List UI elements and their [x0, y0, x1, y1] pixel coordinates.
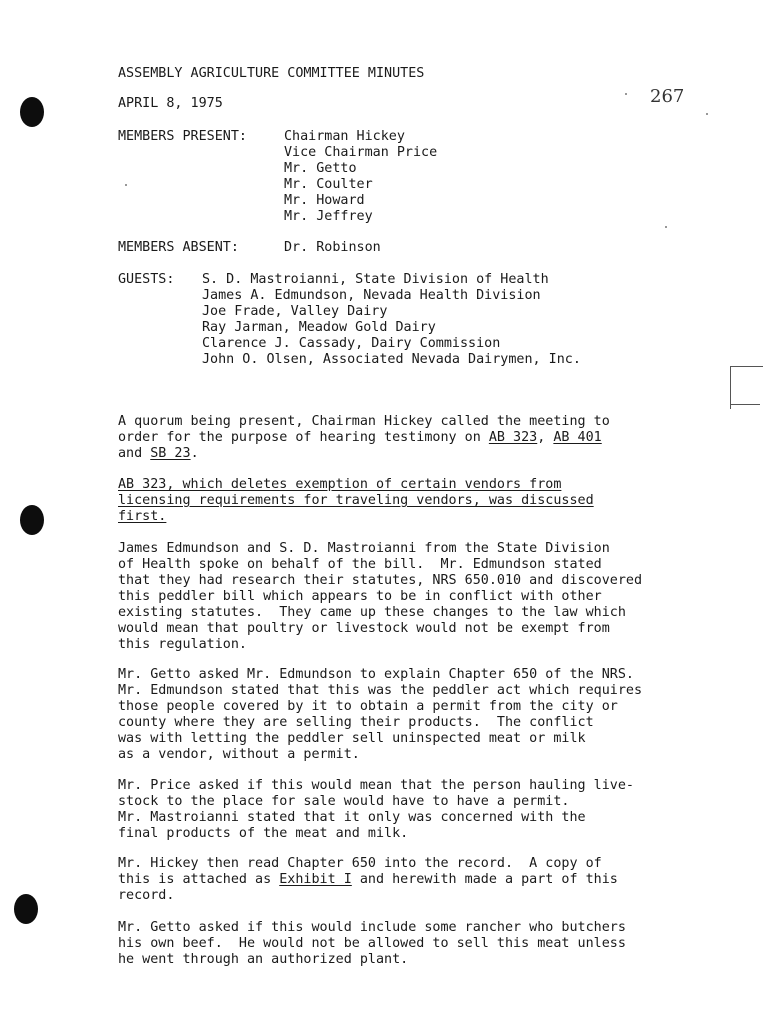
- margin-bracket-mark: [730, 366, 763, 409]
- paragraph-line: was with letting the peddler sell uninspected meat or milk: [118, 731, 586, 746]
- paragraph-line: this regulation.: [118, 637, 247, 652]
- paragraph-line: those people covered by it to obtain a permit from the city or: [118, 699, 618, 714]
- paragraph-line: [118, 430, 602, 446]
- guest-name: James A. Edmundson, Nevada Health Division: [202, 288, 541, 303]
- paragraph-text: .: [190, 446, 199, 461]
- document-title: ASSEMBLY AGRICULTURE COMMITTEE MINUTES: [118, 66, 425, 81]
- paragraph-line: stock to the place for sale would have to have a permit.: [118, 794, 570, 809]
- paragraph-line: as a vendor, without a permit.: [118, 747, 360, 762]
- guest-name: Clarence J. Cassady, Dairy Commission: [202, 336, 501, 351]
- bill-heading-line: first.: [118, 509, 167, 524]
- member-name: Mr. Howard: [284, 193, 365, 208]
- guest-name: S. D. Mastroianni, State Division of Health: [202, 272, 549, 287]
- paragraph-line: of Health spoke on behalf of the bill. Mr. Edmundson stated: [118, 557, 602, 572]
- punch-hole-middle: [20, 505, 44, 535]
- bill-reference-ab401: AB 401: [553, 430, 602, 445]
- paragraph-line: existing statutes. They came up these changes to the law which: [118, 605, 626, 620]
- guest-name: Ray Jarman, Meadow Gold Dairy: [202, 320, 436, 335]
- paragraph-line: county where they are selling their products. The conflict: [118, 715, 594, 730]
- members-present-label: MEMBERS PRESENT:: [118, 129, 247, 144]
- paragraph-line: Mr. Getto asked if this would include some rancher who butchers: [118, 920, 626, 935]
- member-name: Mr. Coulter: [284, 177, 373, 192]
- punch-hole-bottom: [14, 894, 38, 924]
- paragraph-line: final products of the meat and milk.: [118, 826, 409, 841]
- members-absent-label: MEMBERS ABSENT:: [118, 240, 239, 255]
- punch-hole-top: [20, 97, 44, 127]
- speck: [625, 93, 627, 95]
- guests-label: GUESTS:: [118, 272, 175, 287]
- bill-heading-line: AB 323, which deletes exemption of certain vendors from: [118, 477, 562, 492]
- paragraph-line: Mr. Edmundson stated that this was the peddler act which requires: [118, 683, 643, 698]
- paragraph-line: [118, 872, 618, 888]
- margin-bracket-mark-base: [730, 404, 760, 405]
- bill-reference-sb23: SB 23: [150, 446, 191, 461]
- paragraph-line: this peddler bill which appears to be in conflict with other: [118, 589, 602, 604]
- paragraph-line: A quorum being present, Chairman Hickey called the meeting to: [118, 414, 610, 429]
- paragraph-line: his own beef. He would not be allowed to sell this meat unless: [118, 936, 626, 951]
- speck: [665, 226, 667, 228]
- meeting-date: APRIL 8, 1975: [118, 96, 223, 111]
- paragraph-text: this is attached as: [118, 872, 280, 887]
- paragraph-text: and: [118, 446, 151, 461]
- absent-member-name: Dr. Robinson: [284, 240, 381, 255]
- member-name: Mr. Jeffrey: [284, 209, 373, 224]
- exhibit-reference: Exhibit I: [279, 872, 352, 887]
- member-name: Chairman Hickey: [284, 129, 405, 144]
- speck: [125, 184, 127, 186]
- bill-reference-ab323: AB 323: [488, 430, 538, 445]
- paragraph-text: and herewith made a part of this: [351, 872, 618, 887]
- paragraph-line: Mr. Getto asked Mr. Edmundson to explain Chapter 650 of the NRS.: [118, 667, 634, 682]
- paragraph-line: Mr. Hickey then read Chapter 650 into the record. A copy of: [118, 856, 602, 871]
- paragraph-line: record.: [118, 888, 175, 903]
- member-name: Vice Chairman Price: [284, 145, 438, 160]
- paragraph-line: [118, 446, 199, 462]
- speck: [706, 113, 708, 115]
- bill-heading-line: licensing requirements for traveling vendors, was discussed: [118, 493, 594, 508]
- separator-text: ,: [537, 430, 554, 445]
- guest-name: John O. Olsen, Associated Nevada Dairymen, Inc.: [202, 352, 581, 367]
- page-number: 267: [650, 86, 685, 107]
- paragraph-line: James Edmundson and S. D. Mastroianni from the State Division: [118, 541, 610, 556]
- paragraph-line: Mr. Mastroianni stated that it only was concerned with the: [118, 810, 586, 825]
- paragraph-line: that they had research their statutes, NRS 650.010 and discovered: [118, 573, 643, 588]
- paragraph-text: order for the purpose of hearing testimony on: [118, 430, 489, 445]
- paragraph-line: he went through an authorized plant.: [118, 952, 409, 967]
- paragraph-line: Mr. Price asked if this would mean that the person hauling live-: [118, 778, 634, 793]
- paragraph-line: would mean that poultry or livestock would not be exempt from: [118, 621, 610, 636]
- member-name: Mr. Getto: [284, 161, 357, 176]
- guest-name: Joe Frade, Valley Dairy: [202, 304, 388, 319]
